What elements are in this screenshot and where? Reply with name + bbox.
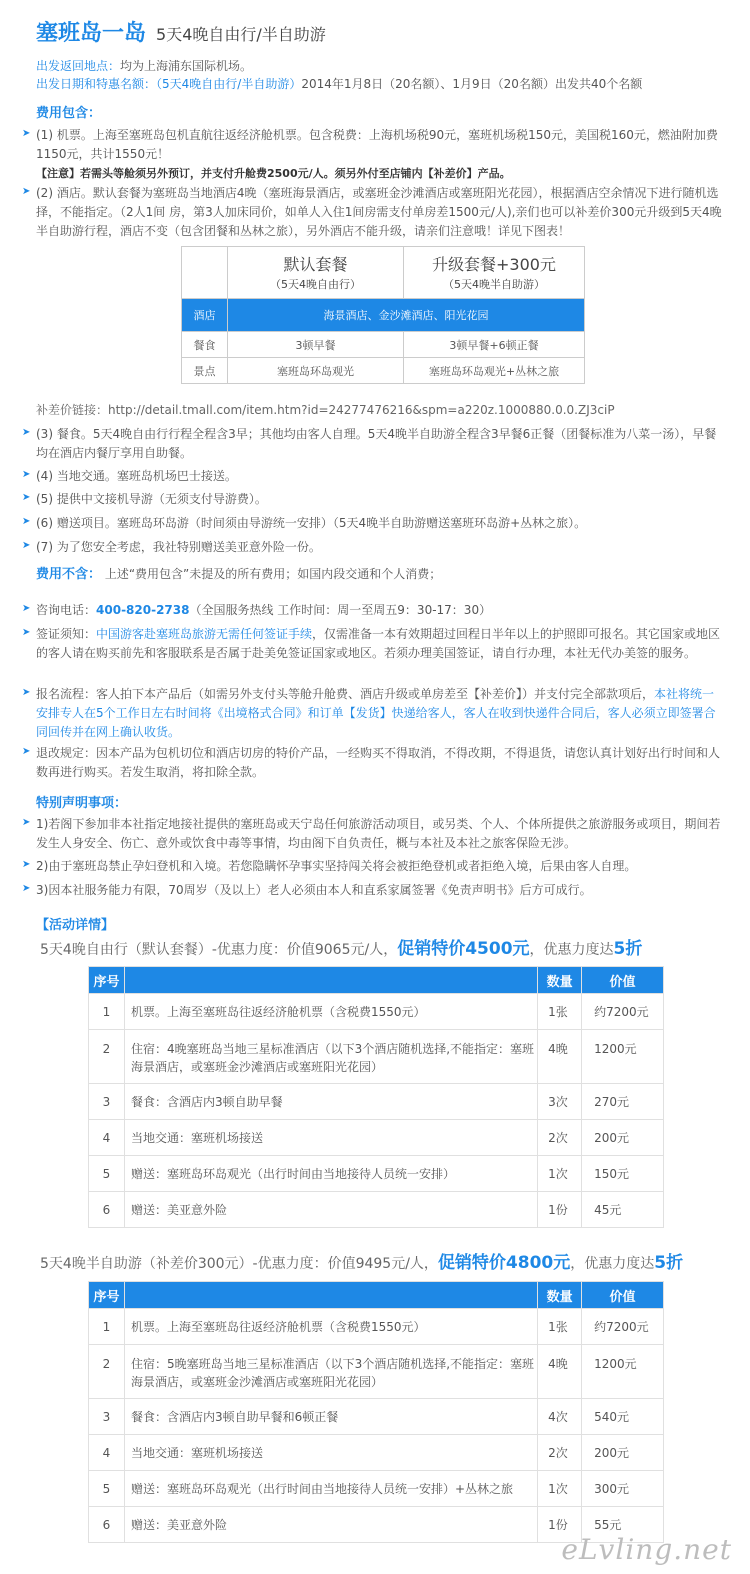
- cell-price: 270元: [582, 1084, 664, 1120]
- deal-2-text: 5天4晚半自助游（补差价300元）-优惠力度：价值9495元/人，: [40, 1256, 438, 1272]
- arrow-icon: ➤: [22, 883, 31, 894]
- cell-no: 2: [89, 1345, 125, 1399]
- cell-qty: 3次: [538, 1084, 582, 1120]
- arrow-icon: ➤: [22, 427, 31, 438]
- cell-qty: 1份: [538, 1192, 582, 1228]
- included-item-1-text: (1) 机票。上海至塞班岛包机直航往返经济舱机票。包含税费：上海机场税90元，塞班机场税150元，美国税160元，燃油附加费1150元，共计1550元！: [36, 128, 718, 161]
- package-hotel-value: 海景酒店、金沙滩酒店、阳光花园: [228, 299, 585, 332]
- cell-item: 赠送：美亚意外险: [124, 1507, 537, 1543]
- included-item-3-text: (3) 餐食。5天4晚自由行行程全程含3早；其他均由客人自理。5天4晚半自助游全程含3早餐6正餐（团餐标准为八菜一汤），早餐均在酒店内餐厅享用自助餐。: [36, 427, 717, 460]
- deal-1-discount: 5折: [613, 939, 643, 959]
- flow-label: 报名流程：: [36, 687, 97, 701]
- cell-no: 3: [89, 1084, 125, 1120]
- cell-qty: 1份: [538, 1507, 582, 1543]
- included-item-1: [22, 126, 722, 183]
- header-no: 序号: [89, 1282, 125, 1309]
- cell-price: 200元: [582, 1120, 664, 1156]
- page-title: [36, 16, 326, 47]
- cell-qty: 2次: [538, 1120, 582, 1156]
- table-row: [89, 1084, 664, 1120]
- departure-date-label: 出发日期和特惠名额：（5天4晚自由行/半自助游）: [36, 77, 302, 91]
- header-qty: 数量: [538, 967, 582, 994]
- header-item: [124, 967, 537, 994]
- flow-text: 客人拍下本产品后（如需另外支付头等舱升舱费、酒店升级或单房差至【补差价】）并支付完全部款项后，: [96, 687, 655, 701]
- cell-price: 300元: [582, 1471, 664, 1507]
- package-meal-upgrade: 3顿早餐+6顿正餐: [404, 332, 585, 358]
- statement-2: [22, 857, 722, 876]
- included-item-5-text: (5) 提供中文接机导游（无须支付导游费）。: [36, 492, 267, 506]
- phone-label: 咨询电话：: [36, 603, 97, 617]
- included-item-4: [22, 467, 722, 486]
- package-meal-default: 3顿早餐: [228, 332, 404, 358]
- activity-heading: 【活动详情】: [36, 918, 115, 933]
- departure-place: [36, 58, 730, 75]
- cell-item: 住宿：4晚塞班岛当地三星标准酒店（以下3个酒店随机选择,不能指定：塞班海景酒店，或塞班金沙滩酒店或塞班阳光花园）: [124, 1030, 537, 1084]
- package-meal-label: 餐食: [182, 332, 228, 358]
- cell-price: 540元: [582, 1399, 664, 1435]
- package-upgrade-sub: （5天4晚半自助游）: [443, 277, 545, 291]
- title-main: 塞班岛一岛: [36, 21, 147, 46]
- package-default-sub: （5天4晚自由行）: [270, 277, 361, 291]
- cell-item: 当地交通：塞班机场接送: [124, 1435, 537, 1471]
- excluded-text: 上述“费用包含”未提及的所有费用；如国内段交通和个人消费；: [104, 567, 442, 581]
- visa-text: ，仅需准备一本有效期超过回程日半年以上的护照即可报名。其它国家或地区的客人请在购买前先和客服联系是否属于赴美免签证国家或地区。若须办理美国签证，请自行办理，本社无代办美签的服务。: [36, 627, 721, 660]
- table-header-row: [89, 1282, 664, 1309]
- departure-place-label: 出发返回地点：: [36, 59, 121, 73]
- table-row: [89, 1345, 664, 1399]
- cell-item: 机票。上海至塞班岛往返经济舱机票（含税费1550元）: [124, 994, 537, 1030]
- cell-qty: 1张: [538, 1309, 582, 1345]
- included-item-1-note: 【注意】若需头等舱须另外预订，并支付升舱费2500元/人。须另外付至店铺内【补差价】产品。: [36, 167, 511, 180]
- cell-no: 6: [89, 1507, 125, 1543]
- departure-date: [36, 76, 730, 93]
- visa-line: [22, 625, 722, 663]
- cell-no: 1: [89, 994, 125, 1030]
- cell-no: 3: [89, 1399, 125, 1435]
- cell-no: 6: [89, 1192, 125, 1228]
- arrow-icon: ➤: [22, 186, 31, 197]
- cell-no: 5: [89, 1156, 125, 1192]
- excluded-heading: 费用不含：: [36, 567, 102, 582]
- arrow-icon: ➤: [22, 469, 31, 480]
- arrow-icon: ➤: [22, 492, 31, 503]
- visa-label: 签证须知：: [36, 627, 97, 641]
- flow-blue: 本社将统一安排专人在5个工作日左右时间将《出境格式合同》和订单【发货】快递给客人，客人在收到快递件合同后，客人必须立即签署合同回传并在网上确认收货。: [36, 687, 716, 739]
- statement-3-text: 3)因本社服务能力有限，70周岁（及以上）老人必须由本人和直系家属签署《免责声明书》后方可成行。: [36, 883, 592, 897]
- table-row: [89, 1156, 664, 1192]
- table-row: [89, 1120, 664, 1156]
- included-item-6-text: (6) 赠送项目。塞班岛环岛游（时间须由导游统一安排）（5天4晚半自助游赠送塞班环岛游+丛林之旅）。: [36, 516, 587, 530]
- package-sight-label: 景点: [182, 358, 228, 384]
- cell-item: 赠送：塞班岛环岛观光（出行时间由当地接待人员统一安排）: [124, 1156, 537, 1192]
- refund-label: 退改规定：: [36, 746, 97, 760]
- cell-price: 约7200元: [582, 994, 664, 1030]
- arrow-icon: ➤: [22, 128, 31, 139]
- cell-no: 5: [89, 1471, 125, 1507]
- cell-qty: 4次: [538, 1399, 582, 1435]
- cell-no: 1: [89, 1309, 125, 1345]
- flow-line: [22, 685, 722, 742]
- package-default-head: [228, 247, 404, 299]
- deal-2-mid: ，优惠力度达: [570, 1256, 655, 1272]
- price-diff-link[interactable]: 补差价链接：http://detail.tmall.com/item.htm?id=24277476216&spm=a220z.1000880.0.0.ZJ3ciP: [36, 403, 615, 417]
- cell-price: 200元: [582, 1435, 664, 1471]
- arrow-icon: ➤: [22, 540, 31, 551]
- header-no: 序号: [89, 967, 125, 994]
- statement-2-text: 2)由于塞班岛禁止孕妇登机和入境。若您隐瞒怀孕事实坚持闯关将会被拒绝登机或者拒绝入境，后果由客人自理。: [36, 859, 637, 873]
- deal-1-mid: ，优惠力度达: [529, 942, 614, 958]
- package-upgrade-head: [404, 247, 585, 299]
- table-row: [89, 1192, 664, 1228]
- excluded: [36, 566, 730, 583]
- table-header-row: [89, 967, 664, 994]
- included-item-2: [22, 184, 722, 241]
- header-item: [124, 1282, 537, 1309]
- cell-price: 1200元: [582, 1030, 664, 1084]
- cell-price: 55元: [582, 1507, 664, 1543]
- cell-price: 约7200元: [582, 1309, 664, 1345]
- arrow-icon: ➤: [22, 603, 31, 614]
- deal-2-promo: 促销特价4800元: [437, 1253, 571, 1273]
- detail-table-2: [88, 1281, 664, 1543]
- cell-item: 住宿：5晚塞班岛当地三星标准酒店（以下3个酒店随机选择,不能指定：塞班海景酒店，或塞班金沙滩酒店或塞班阳光花园）: [124, 1345, 537, 1399]
- refund-text: 因本产品为包机切位和酒店切房的特价产品，一经购买不得取消，不得改期，不得退货，请您认真计划好出行时间和人数再进行购买。若发生取消，将扣除全款。: [36, 746, 721, 779]
- statement-3: [22, 881, 722, 900]
- title-sub: 5天4晚自由行/半自助游: [156, 25, 326, 44]
- cell-qty: 4晚: [538, 1345, 582, 1399]
- phone-line: [22, 601, 722, 620]
- watermark: eLvling.net: [561, 1533, 732, 1566]
- statement-heading: 特别声明事项：: [36, 796, 128, 811]
- cell-item: 当地交通：塞班机场接送: [124, 1120, 537, 1156]
- table-row: [89, 1435, 664, 1471]
- included-item-2-text: (2) 酒店。默认套餐为塞班岛当地酒店4晚（塞班海景酒店，或塞班金沙滩酒店或塞班阳光花园），根据酒店空余情况下进行随机选择，不能指定。（2人1间 房，第3人加床同价，如单人入住1间房需支付单房差1500元/人),亲们也可以补差价300元升级到5天4晚半自助游行程，酒店不变（包含团餐和丛林之旅），另外酒店不能升级，请亲们注意哦！详见下图表！: [36, 186, 722, 238]
- cell-qty: 1张: [538, 994, 582, 1030]
- arrow-icon: ➤: [22, 516, 31, 527]
- cell-no: 2: [89, 1030, 125, 1084]
- cell-price: 45元: [582, 1192, 664, 1228]
- included-item-3: [22, 425, 722, 463]
- departure-place-value: 均为上海浦东国际机场。: [120, 59, 253, 73]
- cell-qty: 2次: [538, 1435, 582, 1471]
- statement-1-text: 1)若阁下参加非本社指定地接社提供的塞班岛或天宁岛任何旅游活动项目，或另类、个人、个体所提供之旅游服务或项目，期间若发生人身安全、伤亡、意外或饮食中毒等事情，均由阁下自负责任，概与本社及本社之旅客保险无涉。: [36, 817, 721, 850]
- cell-qty: 1次: [538, 1471, 582, 1507]
- included-heading: 费用包含：: [36, 106, 102, 121]
- table-row: [89, 1471, 664, 1507]
- cell-item: 机票。上海至塞班岛往返经济舱机票（含税费1550元）: [124, 1309, 537, 1345]
- header-qty: 数量: [538, 1282, 582, 1309]
- cell-qty: 4晚: [538, 1030, 582, 1084]
- package-table-corner: [182, 247, 228, 299]
- deal-2-discount: 5折: [654, 1253, 684, 1273]
- detail-table-1: [88, 966, 664, 1228]
- header-price: 价值: [582, 1282, 664, 1309]
- package-sight-upgrade: 塞班岛环岛观光+丛林之旅: [404, 358, 585, 384]
- arrow-icon: ➤: [22, 746, 31, 757]
- visa-blue: 中国游客赴塞班岛旅游无需任何签证手续: [96, 627, 313, 641]
- deal-1-promo: 促销特价4500元: [397, 939, 530, 959]
- package-upgrade-title: 升级套餐+300元: [432, 254, 556, 274]
- refund-line: [22, 744, 722, 782]
- table-row: [89, 1399, 664, 1435]
- departure-date-value: 2014年1月8日（20名额）、1月9日（20名额）出发共40个名额: [301, 77, 643, 91]
- deal-2: [40, 1248, 683, 1273]
- cell-price: 150元: [582, 1156, 664, 1192]
- package-table: [181, 246, 585, 384]
- included-item-7: [22, 538, 722, 557]
- cell-no: 4: [89, 1435, 125, 1471]
- included-item-5: [22, 490, 722, 509]
- statement-1: [22, 815, 722, 853]
- arrow-icon: ➤: [22, 687, 31, 698]
- table-row: [89, 1309, 664, 1345]
- arrow-icon: ➤: [22, 859, 31, 870]
- table-row: [89, 1030, 664, 1084]
- included-item-6: [22, 514, 722, 533]
- package-default-title: 默认套餐: [283, 254, 348, 274]
- cell-item: 赠送：塞班岛环岛观光（出行时间由当地接待人员统一安排）+丛林之旅: [124, 1471, 537, 1507]
- cell-item: 餐食：含酒店内3顿自助早餐和6顿正餐: [124, 1399, 537, 1435]
- phone-number[interactable]: 400-820-2738: [96, 603, 190, 617]
- header-price: 价值: [582, 967, 664, 994]
- phone-note: （全国服务热线 工作时间：周一至周五9：30-17：30）: [189, 603, 492, 617]
- deal-1-text: 5天4晚自由行（默认套餐）-优惠力度：价值9065元/人，: [40, 942, 398, 958]
- cell-qty: 1次: [538, 1156, 582, 1192]
- arrow-icon: ➤: [22, 817, 31, 828]
- cell-item: 餐食：含酒店内3顿自助早餐: [124, 1084, 537, 1120]
- table-row: [89, 994, 664, 1030]
- included-item-4-text: (4) 当地交通。塞班岛机场巴士接送。: [36, 469, 237, 483]
- package-hotel-label: 酒店: [182, 299, 228, 332]
- included-item-7-text: (7) 为了您安全考虑，我社特别赠送美亚意外险一份。: [36, 540, 321, 554]
- cell-no: 4: [89, 1120, 125, 1156]
- arrow-icon: ➤: [22, 627, 31, 638]
- package-sight-default: 塞班岛环岛观光: [228, 358, 404, 384]
- deal-1: [40, 934, 642, 959]
- cell-item: 赠送：美亚意外险: [124, 1192, 537, 1228]
- cell-price: 1200元: [582, 1345, 664, 1399]
